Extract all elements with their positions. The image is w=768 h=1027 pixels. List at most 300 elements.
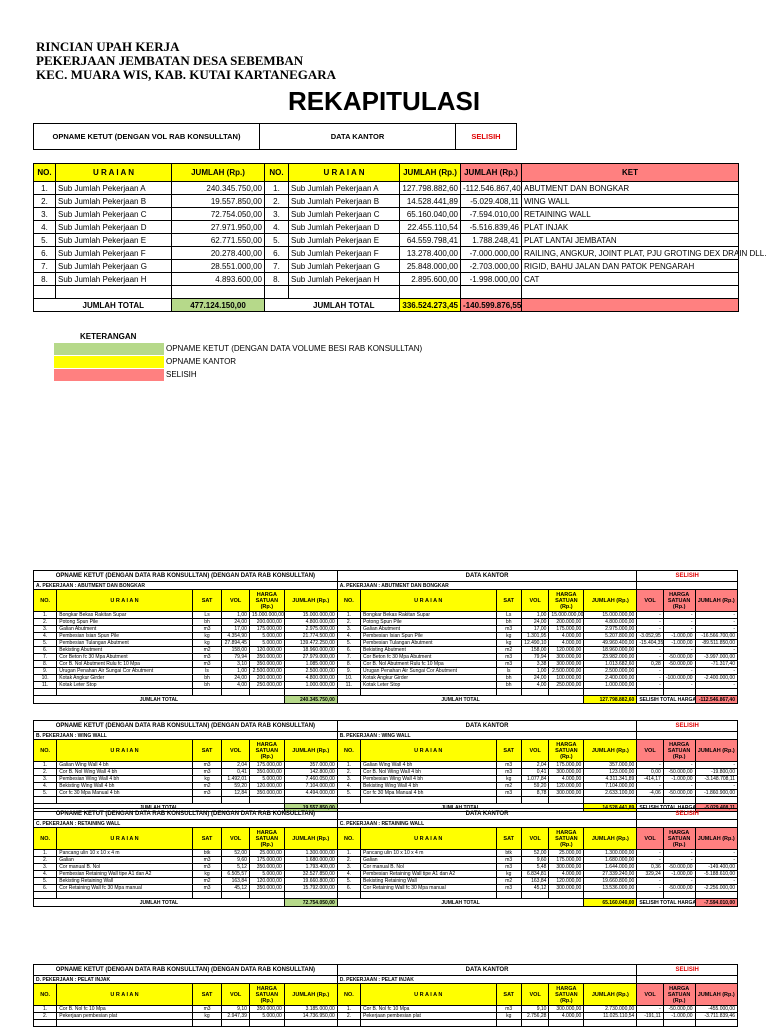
summary-no-cell: 4. [34, 221, 56, 234]
summary-no-2-cell: 5. [265, 234, 289, 247]
detail-cell: -3.997.000,00 [695, 654, 737, 661]
detail-cell: Urugan Penahan Air Sungai Cor Abutment [57, 668, 192, 675]
detail-cell: 17,00 [521, 626, 549, 633]
section-total-selisih: -112.546.867,40 [695, 696, 737, 704]
detail-cell: 0,36 [637, 864, 663, 871]
detail-cell: 5. [34, 790, 57, 797]
detail-cell: -50.000,00 [663, 769, 695, 776]
summary-kantor-cell: 2.895.600,00 [400, 273, 461, 286]
detail-cell: 59,20 [521, 783, 549, 790]
detail-cell: - [695, 612, 737, 619]
legend-title: KETERANGAN [80, 332, 137, 341]
detail-cell: 350.000,00 [249, 885, 284, 892]
detail-cell: 10. [337, 675, 360, 682]
detail-cell: -71.317,40 [695, 661, 737, 668]
detail-caption-kantor: DATA KANTOR [337, 571, 637, 582]
col-jumlah-2: JUMLAH (Rp.) [584, 740, 637, 762]
col-jumlah: JUMLAH (Rp.) [284, 828, 337, 850]
detail-cell: Pembesian Wing Wall 4 bh [361, 776, 496, 783]
detail-cell: bh [496, 675, 521, 682]
detail-cell: m3 [496, 654, 521, 661]
summary-ket-cell: RAILING, ANGKUR, JOINT PLAT, PJU GROTING DEX DRAIN DLL. [522, 247, 739, 260]
detail-cell: 1.300.000,00 [284, 850, 337, 857]
summary-no-cell: 1. [34, 182, 56, 195]
h-uraian: U R A I A N [56, 164, 172, 182]
col-uraian: U R A I A N [57, 740, 192, 762]
detail-cell: 5. [337, 878, 360, 885]
summary-selisih-cell: 1.788.248,41 [461, 234, 522, 247]
detail-cell: 1,00 [222, 668, 250, 675]
detail-cell: - [637, 675, 663, 682]
detail-row [34, 783, 738, 790]
detail-cell: 1.793.400,00 [284, 864, 337, 871]
detail-caption-selisih: SELISIH [637, 721, 738, 732]
detail-row [34, 885, 738, 892]
legend-label-kantor: OPNAME KANTOR [166, 357, 237, 366]
summary-no-cell: 8. [34, 273, 56, 286]
summary-no-2-cell: 4. [265, 221, 289, 234]
detail-cell: 350.000,00 [249, 864, 284, 871]
summary-uraian-2-cell: Sub Jumlah Pekerjaan H [289, 273, 400, 286]
detail-cell: 329,24 [637, 871, 663, 878]
col-uraian: U R A I A N [57, 828, 192, 850]
col-selisih-harga: HARGA SATUAN (Rp.) [663, 740, 695, 762]
detail-cell: Pembesian Wing Wall 4 bh [57, 776, 192, 783]
detail-cell: 4,00 [521, 682, 549, 689]
detail-cell: 0,41 [521, 769, 549, 776]
detail-cell: - [637, 857, 663, 864]
section-total-label-2: JUMLAH TOTAL [337, 804, 584, 812]
detail-cell: 300.000,00 [549, 790, 584, 797]
total-selisih: -140.599.876,55 [461, 299, 522, 312]
detail-section-table [33, 964, 738, 1027]
col-vol: VOL [222, 984, 250, 1006]
detail-cell: 8,78 [521, 790, 549, 797]
detail-cell: kg [192, 640, 222, 647]
detail-cell: 2,04 [521, 762, 549, 769]
detail-cell: -149.400,00 [695, 864, 737, 871]
detail-cell: 100.000,00 [549, 675, 584, 682]
detail-cell: Cor manual B. Nol [361, 864, 496, 871]
summary-no-2-cell: 2. [265, 195, 289, 208]
detail-cell: 2. [34, 1013, 57, 1020]
h-no-2: NO. [265, 164, 289, 182]
detail-cell: - [695, 783, 737, 790]
detail-cell: Pekerjaan pembesian plat [361, 1013, 496, 1020]
detail-cell: Pekerjaan pembesian plat [57, 1013, 192, 1020]
detail-row [34, 612, 738, 619]
section-total-label: JUMLAH TOTAL [34, 804, 285, 812]
section-selisih-label: SELISIH TOTAL HARGA [637, 696, 695, 704]
header-line-1: RINCIAN UPAH KERJA [36, 39, 180, 54]
detail-cell: 4. [337, 783, 360, 790]
detail-cell: - [663, 878, 695, 885]
detail-cell: - [663, 647, 695, 654]
detail-cell: 2.500.000,00 [584, 668, 637, 675]
detail-cell: Cor Beton fc 30 Mpa Abutment [361, 654, 496, 661]
detail-cell: 123.000,00 [584, 769, 637, 776]
detail-cell: 2.975.000,00 [284, 626, 337, 633]
detail-cell: 1. [337, 850, 360, 857]
detail-cell: Pembesian Tulangan Abutment [57, 640, 192, 647]
detail-cell: 6.505,57 [222, 871, 250, 878]
detail-cell: kg [496, 1013, 521, 1020]
section-total-kantor: 65.160.040,00 [584, 899, 637, 907]
section-title: A. PEKERJAAN : ABUTMENT DAN BONGKAR [34, 582, 338, 590]
col-jumlah-2: JUMLAH (Rp.) [584, 828, 637, 850]
caption-opname: OPNAME KETUT (DENGAN VOL RAB KONSULLTAN) [34, 124, 260, 150]
col-vol-2: VOL [521, 828, 549, 850]
col-uraian-2: U R A I A N [361, 828, 496, 850]
detail-cell: 24,00 [521, 619, 549, 626]
detail-cell: m3 [496, 790, 521, 797]
summary-row [34, 234, 739, 247]
detail-cell: 21.774.500,00 [284, 633, 337, 640]
detail-cell: 350.000,00 [249, 654, 284, 661]
detail-cell: 1. [34, 762, 57, 769]
detail-cell: 300.000,00 [549, 1006, 584, 1013]
detail-cell: 5.000,00 [249, 776, 284, 783]
summary-table [33, 163, 767, 312]
col-selisih-harga: HARGA SATUAN (Rp.) [663, 590, 695, 612]
detail-cell: 4. [337, 633, 360, 640]
detail-row [34, 619, 738, 626]
detail-cell: 14.736.950,00 [284, 1013, 337, 1020]
detail-cell: -1.000,00 [663, 633, 695, 640]
summary-uraian-2-cell: Sub Jumlah Pekerjaan E [289, 234, 400, 247]
col-uraian-2: U R A I A N [361, 740, 496, 762]
detail-cell: -1.000,00 [663, 1013, 695, 1020]
detail-cell: 1.077,84 [521, 776, 549, 783]
detail-row [34, 1013, 738, 1020]
summary-spacer-row [34, 286, 739, 299]
detail-cell: Cor Retaining Wall fc 30 Mpa manual [361, 885, 496, 892]
detail-cell: 175.000,00 [549, 857, 584, 864]
detail-cell: Ls [192, 612, 222, 619]
detail-cell: Kotak Leter Stop [361, 682, 496, 689]
detail-cell: Cor B. Nol Wing Wall 4 bh [57, 769, 192, 776]
detail-cell: 2,04 [222, 762, 250, 769]
col-sat: SAT [192, 984, 222, 1006]
summary-uraian-cell: Sub Jumlah Pekerjaan E [56, 234, 172, 247]
caption-selisih: SELISIH [456, 124, 517, 150]
summary-selisih-cell: -5.029.408,11 [461, 195, 522, 208]
detail-cell: kg [192, 633, 222, 640]
detail-cell: Pembesian Isian Spun Pile [361, 633, 496, 640]
summary-jumlah-cell: 4.893.600,00 [172, 273, 265, 286]
detail-cell: Pembesian Isian Spun Pile [57, 633, 192, 640]
detail-cell: -1.860.900,00 [695, 790, 737, 797]
detail-cell: 23.982.000,00 [584, 654, 637, 661]
detail-cell: 79,94 [521, 654, 549, 661]
detail-cell: - [695, 668, 737, 675]
detail-cell: Kotak Angkur Girder [57, 675, 192, 682]
detail-cell: Cor B. Nol fc 10 Mpa [361, 1006, 496, 1013]
detail-cell: 158,00 [222, 647, 250, 654]
col-uraian: U R A I A N [57, 984, 192, 1006]
summary-selisih-cell: -5.516.839,46 [461, 221, 522, 234]
detail-cell: 9,60 [521, 857, 549, 864]
detail-cell: m3 [192, 857, 222, 864]
detail-cell: 120.000,00 [249, 878, 284, 885]
detail-cell: 0,41 [222, 769, 250, 776]
header-line-3: KEC. MUARA WIS, KAB. KUTAI KARTANEGARA [36, 67, 337, 82]
detail-cell: 27.894,45 [222, 640, 250, 647]
detail-row [34, 864, 738, 871]
col-selisih-jumlah: JUMLAH (Rp.) [695, 984, 737, 1006]
col-harga-2: HARGA SATUAN (Rp.) [549, 828, 584, 850]
detail-cell: - [637, 762, 663, 769]
detail-cell: Kotak Angkur Girder [361, 675, 496, 682]
summary-no-2-cell: 8. [265, 273, 289, 286]
detail-cell: m3 [192, 661, 222, 668]
detail-cell: 0,28 [637, 661, 663, 668]
detail-row [34, 682, 738, 689]
h-jumlah: JUMLAH (Rp.) [172, 164, 265, 182]
detail-cell: 1. [337, 762, 360, 769]
detail-cell: 4.800.000,00 [284, 619, 337, 626]
detail-cell: 5. [34, 878, 57, 885]
summary-no-2-cell: 3. [265, 208, 289, 221]
detail-cell: 27.339.240,00 [584, 871, 637, 878]
detail-cell: 4,00 [222, 682, 250, 689]
detail-cell: 2.500.000,00 [249, 668, 284, 675]
detail-cell: 4.311.341,89 [584, 776, 637, 783]
detail-section-table [33, 570, 738, 704]
detail-row [34, 647, 738, 654]
summary-jumlah-cell: 27.971.950,00 [172, 221, 265, 234]
detail-cell: 6. [337, 885, 360, 892]
summary-no-cell: 3. [34, 208, 56, 221]
col-selisih-jumlah: JUMLAH (Rp.) [695, 590, 737, 612]
detail-cell: - [637, 850, 663, 857]
detail-cell: 3. [34, 864, 57, 871]
detail-cell: Potong Spun Pile [361, 619, 496, 626]
detail-cell: 2.633.100,00 [584, 790, 637, 797]
detail-cell: - [663, 762, 695, 769]
section-total-opname: 72.754.050,00 [284, 899, 337, 907]
detail-row [34, 661, 738, 668]
summary-uraian-2-cell: Sub Jumlah Pekerjaan C [289, 208, 400, 221]
summary-kantor-cell: 25.848.000,00 [400, 260, 461, 273]
section-total-selisih: -7.594.010,00 [695, 899, 737, 907]
detail-cell: - [663, 850, 695, 857]
detail-cell: kg [496, 776, 521, 783]
summary-no-2-cell: 7. [265, 260, 289, 273]
detail-cell: -19.800,00 [695, 769, 737, 776]
summary-kantor-cell: 127.798.882,60 [400, 182, 461, 195]
detail-cell: - [637, 878, 663, 885]
summary-jumlah-cell: 240.345.750,00 [172, 182, 265, 195]
detail-cell: 11.025.110,54 [584, 1013, 637, 1020]
col-vol: VOL [222, 740, 250, 762]
col-jumlah: JUMLAH (Rp.) [284, 590, 337, 612]
detail-cell: bh [496, 619, 521, 626]
detail-cell: - [663, 668, 695, 675]
section-total-opname: 240.345.750,00 [284, 696, 337, 704]
section-total-label-2: JUMLAH TOTAL [337, 899, 584, 907]
detail-cell: bh [192, 619, 222, 626]
detail-cell: 6. [337, 647, 360, 654]
detail-cell: - [695, 857, 737, 864]
detail-cell: 19.660.800,00 [584, 878, 637, 885]
detail-cell: 120.000,00 [549, 783, 584, 790]
detail-cell: 18.960.000,00 [284, 647, 337, 654]
detail-cell: 2. [337, 857, 360, 864]
detail-cell: kg [496, 633, 521, 640]
summary-kantor-cell: 14.528.441,89 [400, 195, 461, 208]
detail-cell: 79,94 [222, 654, 250, 661]
detail-row [34, 675, 738, 682]
detail-cell: 175.000,00 [249, 626, 284, 633]
section-total-kantor: 14.528.441,89 [584, 804, 637, 812]
summary-ket-cell: RIGID, BAHU JALAN DAN PATOK PENGARAH [522, 260, 739, 273]
summary-ket-cell: PLAT INJAK [522, 221, 739, 234]
detail-cell: 357.000,00 [584, 762, 637, 769]
detail-row [34, 654, 738, 661]
detail-cell: 2. [34, 769, 57, 776]
detail-cell: 4. [34, 783, 57, 790]
col-selisih-jumlah: JUMLAH (Rp.) [695, 740, 737, 762]
detail-cell: Bekisting Abutment [361, 647, 496, 654]
detail-cell: ls [496, 668, 521, 675]
summary-uraian-2-cell: Sub Jumlah Pekerjaan D [289, 221, 400, 234]
col-vol-2: VOL [521, 590, 549, 612]
detail-cell: - [637, 612, 663, 619]
summary-row [34, 260, 739, 273]
detail-cell: 45,12 [521, 885, 549, 892]
h-no: NO. [34, 164, 56, 182]
detail-cell: 1. [337, 1006, 360, 1013]
total-label: JUMLAH TOTAL [56, 299, 172, 312]
section-title-2: D. PEKERJAAN : PELAT INJAK [337, 976, 637, 984]
detail-cell: 11. [34, 682, 57, 689]
detail-cell: 2. [34, 619, 57, 626]
detail-cell: m3 [192, 626, 222, 633]
detail-caption-kantor: DATA KANTOR [337, 721, 637, 732]
detail-section-table [33, 720, 738, 812]
detail-cell: 4.000,00 [549, 1013, 584, 1020]
detail-cell: 24,00 [521, 675, 549, 682]
detail-cell: 59,20 [222, 783, 250, 790]
detail-section-table [33, 808, 738, 907]
legend-label-opname: OPNAME KETUT (DENGAN DATA VOLUME BESI RAB KONSULLTAN) [166, 344, 423, 353]
detail-cell: 2.730.000,00 [584, 1006, 637, 1013]
detail-cell: -5.188.610,00 [695, 871, 737, 878]
summary-caption-table [33, 123, 739, 150]
summary-total-row [34, 299, 739, 312]
detail-cell: - [695, 850, 737, 857]
summary-uraian-2-cell: Sub Jumlah Pekerjaan B [289, 195, 400, 208]
section-total-selisih: -5.029.408,11 [695, 804, 737, 812]
detail-cell: 0,00 [637, 769, 663, 776]
detail-cell: Cor fc 30 Mpa Manual 4 bh [57, 790, 192, 797]
detail-cell: Pancang ulin 10 x 10 x 4 m [57, 850, 192, 857]
detail-cell: - [663, 682, 695, 689]
detail-cell: 2.947,39 [222, 1013, 250, 1020]
detail-cell: 300.000,00 [549, 864, 584, 871]
detail-cell: -455.000,00 [695, 1006, 737, 1013]
detail-cell: -50.000,00 [663, 885, 695, 892]
section-total-opname: 19.557.850,00 [284, 804, 337, 812]
detail-cell: -89.511.850,00 [695, 640, 737, 647]
detail-cell: -4,06 [637, 790, 663, 797]
detail-cell: Galian Abutment [361, 626, 496, 633]
detail-cell: -3.148.708,11 [695, 776, 737, 783]
detail-cell: 3. [337, 626, 360, 633]
detail-cell: - [637, 626, 663, 633]
legend-swatch-kantor [54, 356, 164, 368]
detail-cell: 15.792.000,00 [284, 885, 337, 892]
detail-cell: 250.000,00 [249, 682, 284, 689]
page-title: REKAPITULASI [287, 86, 481, 116]
detail-cell: bh [192, 675, 222, 682]
summary-uraian-cell: Sub Jumlah Pekerjaan G [56, 260, 172, 273]
detail-cell: m3 [496, 1006, 521, 1013]
col-no-2: NO. [337, 828, 360, 850]
detail-cell: Cor B. Nol Abutment Rulu fc 10 Mpa [361, 661, 496, 668]
detail-cell: 15.000.000,00 [249, 612, 284, 619]
detail-row [34, 850, 738, 857]
detail-cell: 1.000.000,00 [584, 682, 637, 689]
detail-cell: 175.000,00 [549, 626, 584, 633]
detail-cell: 5. [337, 790, 360, 797]
detail-cell: 3. [34, 776, 57, 783]
summary-no-2-cell: 6. [265, 247, 289, 260]
detail-cell: - [663, 857, 695, 864]
summary-ket-cell: ABUTMENT DAN BONGKAR [522, 182, 739, 195]
section-total-label-2: JUMLAH TOTAL [337, 696, 584, 704]
detail-cell: - [663, 626, 695, 633]
detail-cell: 2.756,28 [521, 1013, 549, 1020]
detail-cell: Pembesian Retaining Wall tipe A1 dan A2 [361, 871, 496, 878]
detail-caption-kantor: DATA KANTOR [337, 809, 637, 820]
col-no: NO. [34, 984, 57, 1006]
detail-cell: m3 [496, 857, 521, 864]
detail-caption-opname: OPNAME KETUT (DENGAN DATA RAB KONSULLTAN) (DENGAN DATA RAB KONSULLTAN) [34, 571, 338, 582]
detail-cell: 2.400.000,00 [584, 675, 637, 682]
detail-cell: ls [192, 668, 222, 675]
detail-cell: - [695, 682, 737, 689]
summary-selisih-cell: -112.546.867,40 [461, 182, 522, 195]
summary-kantor-cell: 13.278.400,00 [400, 247, 461, 260]
detail-cell: kg [192, 1013, 222, 1020]
detail-cell: 6. [34, 647, 57, 654]
detail-cell: 1.013.682,60 [584, 661, 637, 668]
detail-cell: 1. [34, 850, 57, 857]
detail-cell: 120.000,00 [549, 878, 584, 885]
detail-cell: 350.000,00 [249, 769, 284, 776]
summary-row [34, 247, 739, 260]
detail-cell: - [663, 612, 695, 619]
summary-ket-cell: WING WALL [522, 195, 739, 208]
detail-cell: 2.975.000,00 [584, 626, 637, 633]
summary-uraian-2-cell: Sub Jumlah Pekerjaan F [289, 247, 400, 260]
col-vol-2: VOL [521, 984, 549, 1006]
detail-row [34, 640, 738, 647]
detail-cell: 3. [337, 776, 360, 783]
detail-cell: -50.000,00 [663, 864, 695, 871]
col-vol: VOL [222, 828, 250, 850]
section-title-2: B. PEKERJAAN : WING WALL [337, 732, 637, 740]
col-uraian: U R A I A N [57, 590, 192, 612]
col-jumlah: JUMLAH (Rp.) [284, 740, 337, 762]
legend-label-selisih: SELISIH [166, 370, 197, 379]
detail-cell: Pembesian Tulangan Abutment [361, 640, 496, 647]
col-uraian-2: U R A I A N [361, 984, 496, 1006]
detail-cell: 12.490,10 [521, 640, 549, 647]
detail-cell: 175.000,00 [549, 762, 584, 769]
